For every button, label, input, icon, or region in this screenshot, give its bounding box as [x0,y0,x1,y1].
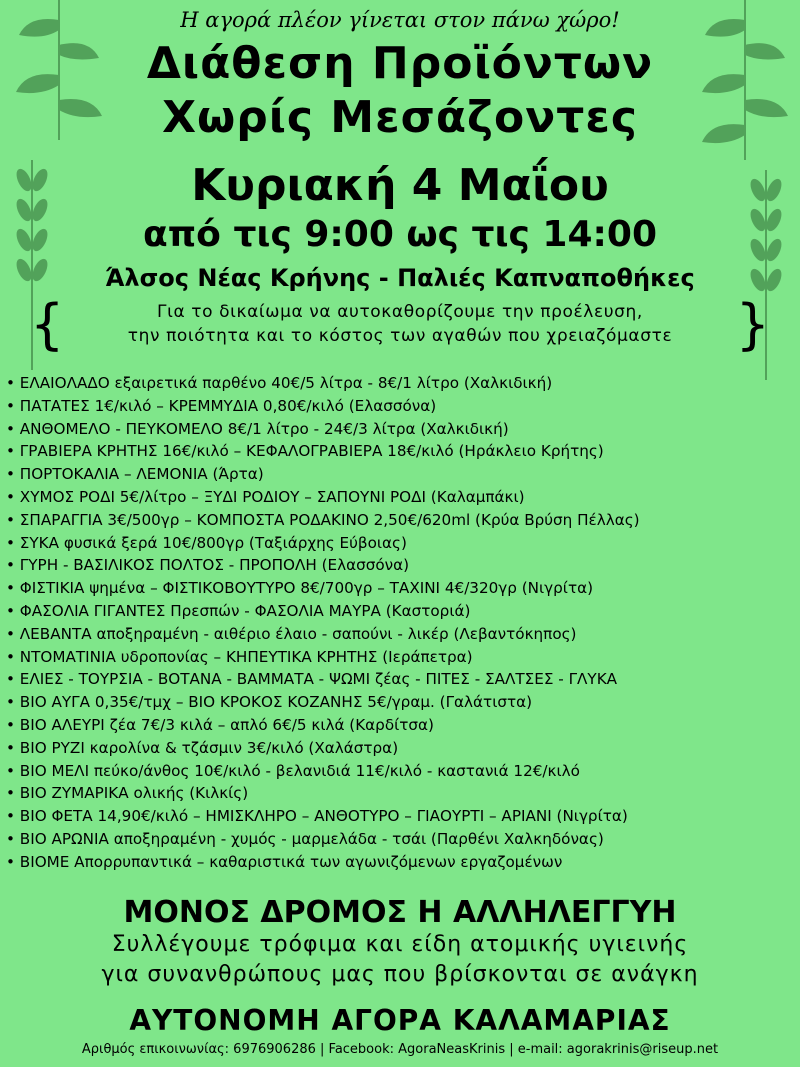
title-line-2: Χωρίς Μεσάζοντες [162,92,638,143]
list-item: • ΦΙΣΤΙΚΙΑ ψημένα – ΦΙΣΤΙΚΟΒΟΥΤΥΡΟ 8€/700γρ – ΤΑΧΙΝΙ 4€/320γρ (Νιγρίτα) [6,577,796,600]
collection-line-2: για συνανθρώπους μας που βρίσκονται σε ανάγκη [101,962,699,987]
list-item: • ΠΟΡΤΟΚΑΛΙΑ – ΛΕΜΟΝΙΑ (Άρτα) [6,463,796,486]
list-item: • ΒΙΟΜΕ Απορρυπαντικά – καθαριστικά των αγωνιζόμενων εργαζομένων [6,851,796,874]
collection-line-1: Συλλέγουμε τρόφιμα και είδη ατομικής υγιεινής [111,932,689,957]
list-item: • ΦΑΣΟΛΙΑ ΓΙΓΑΝΤΕΣ Πρεσπών - ΦΑΣΟΛΙΑ ΜΑΥΡΑ (Καστοριά) [6,600,796,623]
list-item: • ΣΥΚΑ φυσικά ξερά 10€/800γρ (Ταξιάρχης Εύβοιας) [6,532,796,555]
event-location: Άλσος Νέας Κρήνης - Παλιές Καπναποθήκες [105,264,695,292]
list-item: • ΒΙΟ ΑΛΕΥΡΙ ζέα 7€/3 κιλά – απλό 6€/5 κιλά (Καρδίτσα) [6,714,796,737]
product-list [6,372,796,874]
list-item: • ΓΥΡΗ - ΒΑΣΙΛΙΚΟΣ ΠΟΛΤΟΣ - ΠΡΟΠΟΛΗ (Ελασσόνα) [6,554,796,577]
list-item: • ΒΙΟ ΦΕΤΑ 14,90€/κιλό – ΗΜΙΣΚΛΗΡΟ – ΑΝΘΟΤΥΡΟ – ΓΙΑΟΥΡΤΙ – ΑΡΙΑΝΙ (Νιγρίτα) [6,805,796,828]
left-brace-icon: { [30,293,65,356]
list-item: • ΒΙΟ ΑΡΩΝΙΑ αποξηραμένη - χυμός - μαρμελάδα - τσάι (Παρθένι Χαλκηδόνας) [6,828,796,851]
list-item: • ΧΥΜΟΣ ΡΟΔΙ 5€/λίτρο – ΞΥΔΙ ΡΟΔΙΟΥ – ΣΑΠΟΥΝΙ ΡΟΔΙ (Καλαμπάκι) [6,486,796,509]
list-item: • ΣΠΑΡΑΓΓΙΑ 3€/500γρ – ΚΟΜΠΟΣΤΑ ΡΟΔΑΚΙΝΟ 2,50€/620ml (Κρύα Βρύση Πέλλας) [6,509,796,532]
list-item: • ΠΑΤΑΤΕΣ 1€/κιλό – ΚΡΕΜΜΥΔΙΑ 0,80€/κιλό (Ελασσόνα) [6,395,796,418]
list-item: • ΕΛΙΕΣ - ΤΟΥΡΣΙΑ - ΒΟΤΑΝΑ - ΒΑΜΜΑΤΑ - ΨΩΜΙ ζέας - ΠΙΤΕΣ - ΣΑΛΤΣΕΣ - ΓΛΥΚΑ [6,668,796,691]
list-item: • ΝΤΟΜΑΤΙΝΙΑ υδροπονίας – ΚΗΠΕΥΤΙΚΑ ΚΡΗΤΗΣ (Ιεράπετρα) [6,646,796,669]
purpose-line-2: την ποιότητα και το κόστος των αγαθών που χρειαζόμαστε [127,326,673,346]
list-item: • ΓΡΑΒΙΕΡΑ ΚΡΗΤΗΣ 16€/κιλό – ΚΕΦΑΛΟΓΡΑΒΙΕΡΑ 18€/κιλό (Ηράκλειο Κρήτης) [6,440,796,463]
purpose-statement [30,293,770,356]
list-item: • ΒΙΟ ΑΥΓΑ 0,35€/τμχ – ΒΙΟ ΚΡΟΚΟΣ ΚΟΖΑΝΗΣ 5€/γραμ. (Γαλάτιστα) [6,691,796,714]
contact-info: Αριθμός επικοινωνίας: 6976906286 | Facebook: AgoraNeasKrinis | e-mail: agorakrinis@riseup.net [81,1042,719,1057]
slogan: ΜΟΝΟΣ ΔΡΟΜΟΣ Η ΑΛΛΗΛΕΓΓΥΗ [123,895,677,930]
right-brace-icon: } [735,293,770,356]
list-item: • ΒΙΟ ΜΕΛΙ πεύκο/άνθος 10€/κιλό - βελανιδιά 11€/κιλό - καστανιά 12€/κιλό [6,760,796,783]
notice: Η αγορά πλέον γίνεται στον πάνω χώρο! [180,8,620,32]
event-time: από τις 9:00 ως τις 14:00 [142,214,658,255]
event-date: Κυριακή 4 Μαΐου [191,160,609,211]
list-item: • ΕΛΑΙΟΛΑΔΟ εξαιρετικά παρθένο 40€/5 λίτρα - 8€/1 λίτρο (Χαλκιδική) [6,372,796,395]
list-item: • ΒΙΟ ΖΥΜΑΡΙΚΑ ολικής (Κιλκίς) [6,782,796,805]
organization-name: ΑΥΤΟΝΟΜΗ ΑΓΟΡΑ ΚΑΛΑΜΑΡΙΑΣ [129,1004,671,1037]
list-item: • ΛΕΒΑΝΤΑ αποξηραμένη - αιθέριο έλαιο - σαπούνι - λικέρ (Λεβαντόκηπος) [6,623,796,646]
list-item: • ΒΙΟ ΡΥΖΙ καρολίνα & τζάσμιν 3€/κιλό (Χαλάστρα) [6,737,796,760]
purpose-line-1: Για το δικαίωμα να αυτοκαθορίζουμε την προέλευση, [157,302,643,322]
title-line-1: Διάθεση Προϊόντων [146,38,654,89]
purpose-text [70,300,730,348]
list-item: • ΑΝΘΟΜΕΛΟ - ΠΕΥΚΟΜΕΛΟ 8€/1 λίτρο - 24€/3 λίτρα (Χαλκιδική) [6,418,796,441]
